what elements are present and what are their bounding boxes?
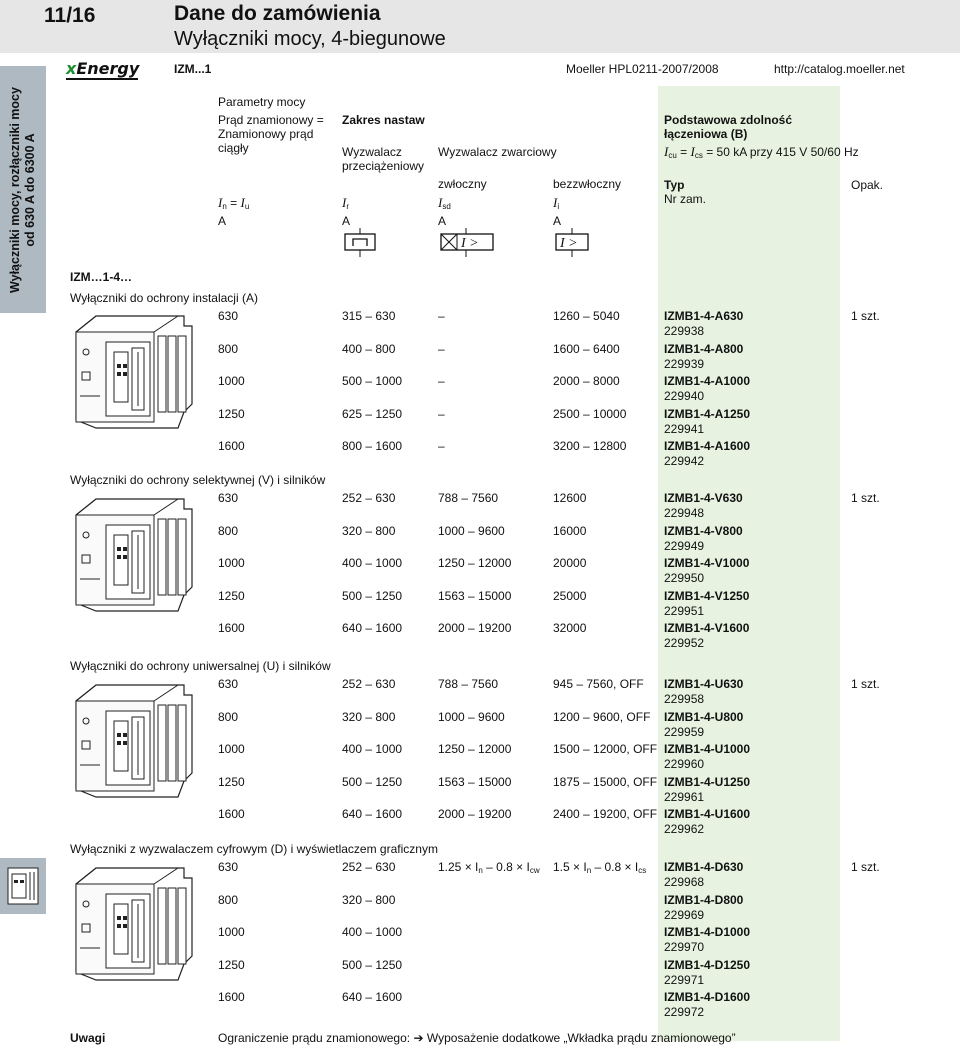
cell-overload-range: 400 – 1000: [342, 925, 403, 939]
cell-overload-range: 252 – 630: [342, 860, 396, 874]
cell-type: IZMB1-4-A800: [664, 342, 744, 356]
cell-overload-range: 640 – 1600: [342, 807, 403, 821]
col-rated2: Znamionowy prąd: [218, 127, 314, 141]
cell-type: IZMB1-4-U800: [664, 710, 744, 724]
delayed-symbol-label: I >: [461, 236, 479, 251]
cell-order-number: 229951: [664, 604, 705, 618]
section-title: Wyłączniki z wyzwalaczem cyfrowym (D) i wyświetlaczem graficznym: [70, 842, 438, 856]
col-rated: Prąd znamionowy =: [218, 113, 324, 127]
cell-overload-range: 500 – 1250: [342, 958, 403, 972]
cell-instant-range: 1600 – 6400: [553, 342, 620, 356]
section-title: Wyłączniki do ochrony instalacji (A): [70, 291, 258, 305]
cell-instant-range: 2400 – 19200, OFF: [553, 807, 658, 821]
cell-pack: 1 szt.: [851, 491, 880, 505]
col-order: Nr zam.: [664, 192, 706, 206]
cell-rated-current: 630: [218, 677, 239, 691]
cell-rated-current: 1250: [218, 958, 245, 972]
circuit-breaker-image: [66, 495, 196, 615]
col-capacity2: łączeniowa (B): [664, 127, 748, 141]
cell-overload-range: 320 – 800: [342, 710, 396, 724]
col-ranges: Zakres nastaw: [342, 113, 425, 127]
cell-type: IZMB1-4-D1600: [664, 990, 751, 1004]
sidebar-label: Wyłączniki mocy, rozłączniki mocy od 630 A do 6300 A: [8, 87, 37, 293]
col-capacity: Podstawowa zdolność: [664, 113, 793, 127]
col-instant: bezzwłoczny: [553, 177, 622, 191]
col-pack: Opak.: [851, 178, 884, 192]
cell-rated-current: 800: [218, 893, 239, 907]
cell-delayed-range: –: [438, 407, 445, 421]
cell-instant-range: 32000: [553, 621, 587, 635]
cell-order-number: 229961: [664, 790, 705, 804]
sidebar-tab: [0, 66, 46, 313]
page-subtitle: Wyłączniki mocy, 4-biegunowe: [174, 28, 446, 50]
cell-order-number: 229950: [664, 571, 705, 585]
cell-type: IZMB1-4-V1600: [664, 621, 750, 635]
cell-rated-current: 630: [218, 309, 239, 323]
cell-order-number: 229959: [664, 725, 705, 739]
cell-delayed-range: 1250 – 12000: [438, 556, 512, 570]
cell-overload-range: 625 – 1250: [342, 407, 403, 421]
cell-rated-current: 630: [218, 491, 239, 505]
cell-instant-range: 1875 – 15000, OFF: [553, 775, 658, 789]
cell-order-number: 229971: [664, 973, 705, 987]
circuit-breaker-image: [66, 312, 196, 432]
section-title: Wyłączniki do ochrony uniwersalnej (U) i silników: [70, 659, 331, 673]
cell-instant-range: 25000: [553, 589, 587, 603]
cell-delayed-formula: $1.25 \times I_n - 0.8 \times I_{cw}$: [438, 860, 540, 875]
sym-ii: $I_i$: [553, 195, 560, 211]
unit-in: A: [218, 214, 227, 228]
cell-pack: 1 szt.: [851, 860, 880, 874]
cell-order-number: 229948: [664, 506, 705, 520]
cell-rated-current: 1000: [218, 374, 245, 388]
unit-isd: A: [438, 214, 447, 228]
cell-rated-current: 1600: [218, 439, 245, 453]
cell-order-number: 229962: [664, 822, 705, 836]
cell-order-number: 229972: [664, 1005, 705, 1019]
delayed-release-symbol: [436, 228, 498, 258]
cell-rated-current: 1250: [218, 589, 245, 603]
cell-type: IZMB1-4-A630: [664, 309, 744, 323]
cell-type: IZMB1-4-D1000: [664, 925, 751, 939]
cell-rated-current: 800: [218, 342, 239, 356]
product-family: IZM...1: [174, 62, 212, 76]
cell-rated-current: 630: [218, 860, 239, 874]
xenergy-logo: xEnergy: [66, 59, 140, 78]
unit-ii: A: [553, 214, 562, 228]
cell-delayed-range: 788 – 7560: [438, 677, 499, 691]
cell-order-number: 229968: [664, 875, 705, 889]
cell-type: IZMB1-4-U1000: [664, 742, 751, 756]
section-title: Wyłączniki do ochrony selektywnej (V) i silników: [70, 473, 326, 487]
cell-overload-range: 400 – 800: [342, 342, 396, 356]
cell-instant-range: 20000: [553, 556, 587, 570]
cell-type: IZMB1-4-A1600: [664, 439, 751, 453]
col-shortcircuit: Wyzwalacz zwarciowy: [438, 145, 557, 159]
cell-instant-range: 945 – 7560, OFF: [553, 677, 644, 691]
cell-order-number: 229939: [664, 357, 705, 371]
page-title: Dane do zamówienia: [174, 2, 381, 25]
cell-instant-range: 2500 – 10000: [553, 407, 627, 421]
cell-delayed-range: 1000 – 9600: [438, 524, 505, 538]
cell-delayed-range: 2000 – 19200: [438, 807, 512, 821]
cell-type: IZMB1-4-V1250: [664, 589, 750, 603]
cell-rated-current: 1600: [218, 990, 245, 1004]
cell-type: IZMB1-4-A1250: [664, 407, 751, 421]
cell-overload-range: 252 – 630: [342, 491, 396, 505]
cell-delayed-range: –: [438, 309, 445, 323]
cell-overload-range: 500 – 1000: [342, 374, 403, 388]
notes-text: Ograniczenie prądu znamionowego: ➔ Wyposażenie dodatkowe „Wkładka prądu znamionowego”: [218, 1031, 736, 1045]
col-rated3: ciągły: [218, 141, 249, 155]
cell-delayed-range: 1000 – 9600: [438, 710, 505, 724]
cell-pack: 1 szt.: [851, 309, 880, 323]
page-number: 11/16: [44, 4, 96, 27]
cell-rated-current: 800: [218, 710, 239, 724]
cell-instant-range: 1260 – 5040: [553, 309, 620, 323]
cell-instant-range: 12600: [553, 491, 587, 505]
cell-type: IZMB1-4-D630: [664, 860, 744, 874]
circuit-breaker-image: [66, 864, 196, 984]
cell-type: IZMB1-4-U630: [664, 677, 744, 691]
sym-ir: $I_r$: [342, 195, 350, 211]
unit-ir: A: [342, 214, 351, 228]
cell-rated-current: 1000: [218, 556, 245, 570]
cell-delayed-range: 1563 – 15000: [438, 775, 512, 789]
cell-instant-range: 1500 – 12000, OFF: [553, 742, 658, 756]
catalog-ref: Moeller HPL0211-2007/2008: [566, 62, 719, 76]
cell-overload-range: 500 – 1250: [342, 775, 403, 789]
notes-label: Uwagi: [70, 1031, 106, 1045]
cell-delayed-range: –: [438, 374, 445, 388]
overload-release-symbol: [340, 228, 380, 258]
cell-overload-range: 400 – 1000: [342, 742, 403, 756]
cell-instant-range: 3200 – 12800: [553, 439, 627, 453]
catalog-url[interactable]: http://catalog.moeller.net: [774, 62, 905, 76]
col-params: Parametry mocy: [218, 95, 306, 109]
cell-rated-current: 1600: [218, 807, 245, 821]
col-delayed: zwłoczny: [438, 177, 487, 191]
cell-overload-range: 252 – 630: [342, 677, 396, 691]
cell-order-number: 229958: [664, 692, 705, 706]
cell-rated-current: 1600: [218, 621, 245, 635]
cell-order-number: 229942: [664, 454, 705, 468]
instant-symbol-label: I >: [560, 236, 578, 251]
cell-order-number: 229941: [664, 422, 705, 436]
cell-order-number: 229960: [664, 757, 705, 771]
cell-instant-formula: $1.5 \times I_n - 0.8 \times I_{cs}$: [553, 860, 647, 875]
cell-overload-range: 315 – 630: [342, 309, 396, 323]
cell-overload-range: 800 – 1600: [342, 439, 403, 453]
cell-delayed-range: 788 – 7560: [438, 491, 499, 505]
cell-instant-range: 2000 – 8000: [553, 374, 620, 388]
cell-instant-range: 16000: [553, 524, 587, 538]
cell-overload-range: 400 – 1000: [342, 556, 403, 570]
cell-type: IZMB1-4-A1000: [664, 374, 751, 388]
page-header: [0, 0, 960, 53]
cell-order-number: 229970: [664, 940, 705, 954]
cell-order-number: 229949: [664, 539, 705, 553]
cell-pack: 1 szt.: [851, 677, 880, 691]
cell-type: IZMB1-4-D1250: [664, 958, 751, 972]
cell-type: IZMB1-4-V1000: [664, 556, 750, 570]
sym-in-iu: $I_n = I_u$: [218, 195, 250, 211]
cell-overload-range: 640 – 1600: [342, 990, 403, 1004]
cell-type: IZMB1-4-V630: [664, 491, 743, 505]
cell-overload-range: 500 – 1250: [342, 589, 403, 603]
cell-overload-range: 320 – 800: [342, 524, 396, 538]
cell-delayed-range: 2000 – 19200: [438, 621, 512, 635]
cell-rated-current: 1000: [218, 742, 245, 756]
cell-instant-range: 1200 – 9600, OFF: [553, 710, 651, 724]
col-capacity-value: $I_{cu} = I_{cs} = 50$ kA przy 415 V 50/60 Hz: [664, 144, 859, 160]
instant-release-symbol: [552, 228, 592, 258]
arrow-right-icon: ➔: [413, 1031, 424, 1045]
cell-order-number: 229938: [664, 324, 705, 338]
cell-type: IZMB1-4-U1600: [664, 807, 751, 821]
cell-rated-current: 1250: [218, 775, 245, 789]
cell-order-number: 229940: [664, 389, 705, 403]
col-overload2: przeciążeniowy: [342, 159, 425, 173]
cell-rated-current: 1000: [218, 925, 245, 939]
cell-delayed-range: 1250 – 12000: [438, 742, 512, 756]
cell-type: IZMB1-4-U1250: [664, 775, 751, 789]
circuit-breaker-image: [66, 681, 196, 801]
cell-order-number: 229952: [664, 636, 705, 650]
cell-type: IZMB1-4-V800: [664, 524, 743, 538]
cell-rated-current: 1250: [218, 407, 245, 421]
col-overload: Wyzwalacz: [342, 145, 402, 159]
cell-type: IZMB1-4-D800: [664, 893, 744, 907]
cell-overload-range: 640 – 1600: [342, 621, 403, 635]
cell-overload-range: 320 – 800: [342, 893, 396, 907]
sym-isd: $I_{sd}$: [438, 195, 451, 211]
group-label: IZM…1-4…: [70, 270, 133, 284]
cell-rated-current: 800: [218, 524, 239, 538]
cell-delayed-range: –: [438, 439, 445, 453]
cell-delayed-range: 1563 – 15000: [438, 589, 512, 603]
breaker-thumbnail-icon: [0, 858, 46, 914]
col-type: Typ: [664, 178, 685, 192]
cell-order-number: 229969: [664, 908, 705, 922]
cell-delayed-range: –: [438, 342, 445, 356]
